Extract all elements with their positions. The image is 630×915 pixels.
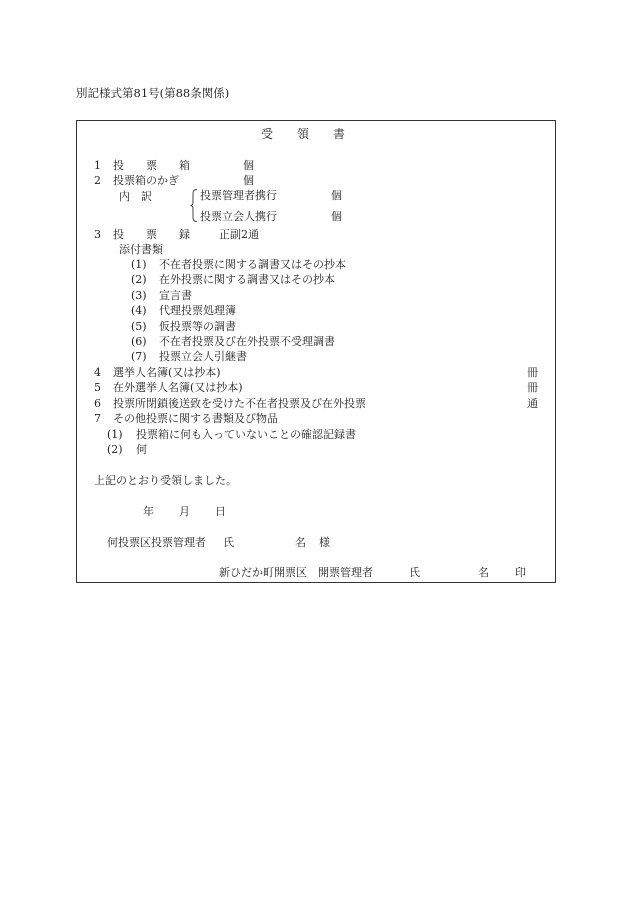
- item-2-label: 投票箱のかぎ: [113, 174, 179, 187]
- item-7-label: その他投票に関する書類及び物品: [113, 412, 278, 425]
- attached-doc-7-number: (7): [131, 350, 147, 363]
- item-1-unit: 個: [243, 159, 254, 172]
- brace-bracket: [190, 189, 198, 222]
- receipt-statement: 上記のとおり受領しました。: [94, 474, 237, 487]
- attached-doc-4-number: (4): [131, 304, 147, 317]
- item-1-number: 1: [94, 159, 101, 172]
- item-7-sub-1-text: 投票箱に何も入っていないことの確認記録書: [136, 428, 356, 441]
- item-7-sub-2-number: (2): [107, 443, 123, 456]
- item-4-unit: 冊: [527, 366, 538, 379]
- addressee-role: 何投票区投票管理者: [107, 536, 206, 549]
- attached-docs-label: 添付書類: [119, 243, 163, 256]
- item-2-unit: 個: [243, 174, 254, 187]
- item-2-sub-1-unit: 個: [331, 189, 342, 202]
- item-3-label: 投 票 録: [113, 228, 190, 241]
- item-4-number: 4: [94, 366, 101, 379]
- seal-mark: 印: [515, 566, 526, 579]
- addressee-honorific: 様: [319, 536, 330, 549]
- document-title: 受 領 書: [261, 127, 346, 141]
- signer-name-1: 氏: [409, 566, 420, 579]
- item-7-sub-2-text: 何: [136, 443, 147, 456]
- item-7-sub-1-number: (1): [107, 428, 123, 441]
- attached-doc-1-text: 不在者投票に関する調書又はその抄本: [159, 258, 346, 271]
- item-2-sub-2-label: 投票立会人携行: [200, 210, 277, 223]
- attached-doc-4-text: 代理投票処理簿: [159, 304, 236, 317]
- item-7-number: 7: [94, 412, 101, 425]
- item-2-breakdown-label: 内 訳: [119, 190, 152, 203]
- attached-doc-5-number: (5): [131, 320, 147, 333]
- item-6-unit: 通: [527, 397, 538, 410]
- attached-doc-6-text: 不在者投票及び在外投票不受理調書: [159, 335, 335, 348]
- date-year: 年: [143, 505, 154, 518]
- item-3-number: 3: [94, 228, 101, 241]
- item-2-number: 2: [94, 174, 101, 187]
- attached-doc-2-text: 在外投票に関する調書又はその抄本: [159, 273, 335, 286]
- item-3-value: 正副2通: [219, 228, 259, 241]
- item-5-label: 在外選挙人名簿(又は抄本): [113, 381, 243, 394]
- signer-role: 新ひだか町開票区 開票管理者: [219, 566, 373, 579]
- item-6-number: 6: [94, 397, 101, 410]
- attached-doc-3-text: 宣言書: [159, 289, 192, 302]
- addressee-name-1: 氏: [223, 536, 234, 549]
- addressee-name-2: 名: [295, 536, 306, 549]
- item-5-unit: 冊: [527, 381, 538, 394]
- signer-name-2: 名: [478, 566, 489, 579]
- attached-doc-2-number: (2): [131, 273, 147, 286]
- form-reference: 別記様式第81号(第88条関係): [76, 86, 230, 100]
- attached-doc-1-number: (1): [131, 258, 147, 271]
- date-day: 日: [215, 505, 226, 518]
- item-1-label: 投 票 箱: [113, 159, 190, 172]
- date-month: 月: [179, 505, 190, 518]
- attached-doc-6-number: (6): [131, 335, 147, 348]
- item-4-label: 選挙人名簿(又は抄本): [113, 366, 221, 379]
- attached-doc-5-text: 仮投票等の調書: [159, 320, 236, 333]
- item-5-number: 5: [94, 381, 101, 394]
- attached-doc-3-number: (3): [131, 289, 147, 302]
- item-6-label: 投票所閉鎖後送致を受けた不在者投票及び在外投票: [113, 397, 366, 410]
- attached-doc-7-text: 投票立会人引継書: [159, 350, 247, 363]
- item-2-sub-1-label: 投票管理者携行: [200, 189, 277, 202]
- item-2-sub-2-unit: 個: [331, 210, 342, 223]
